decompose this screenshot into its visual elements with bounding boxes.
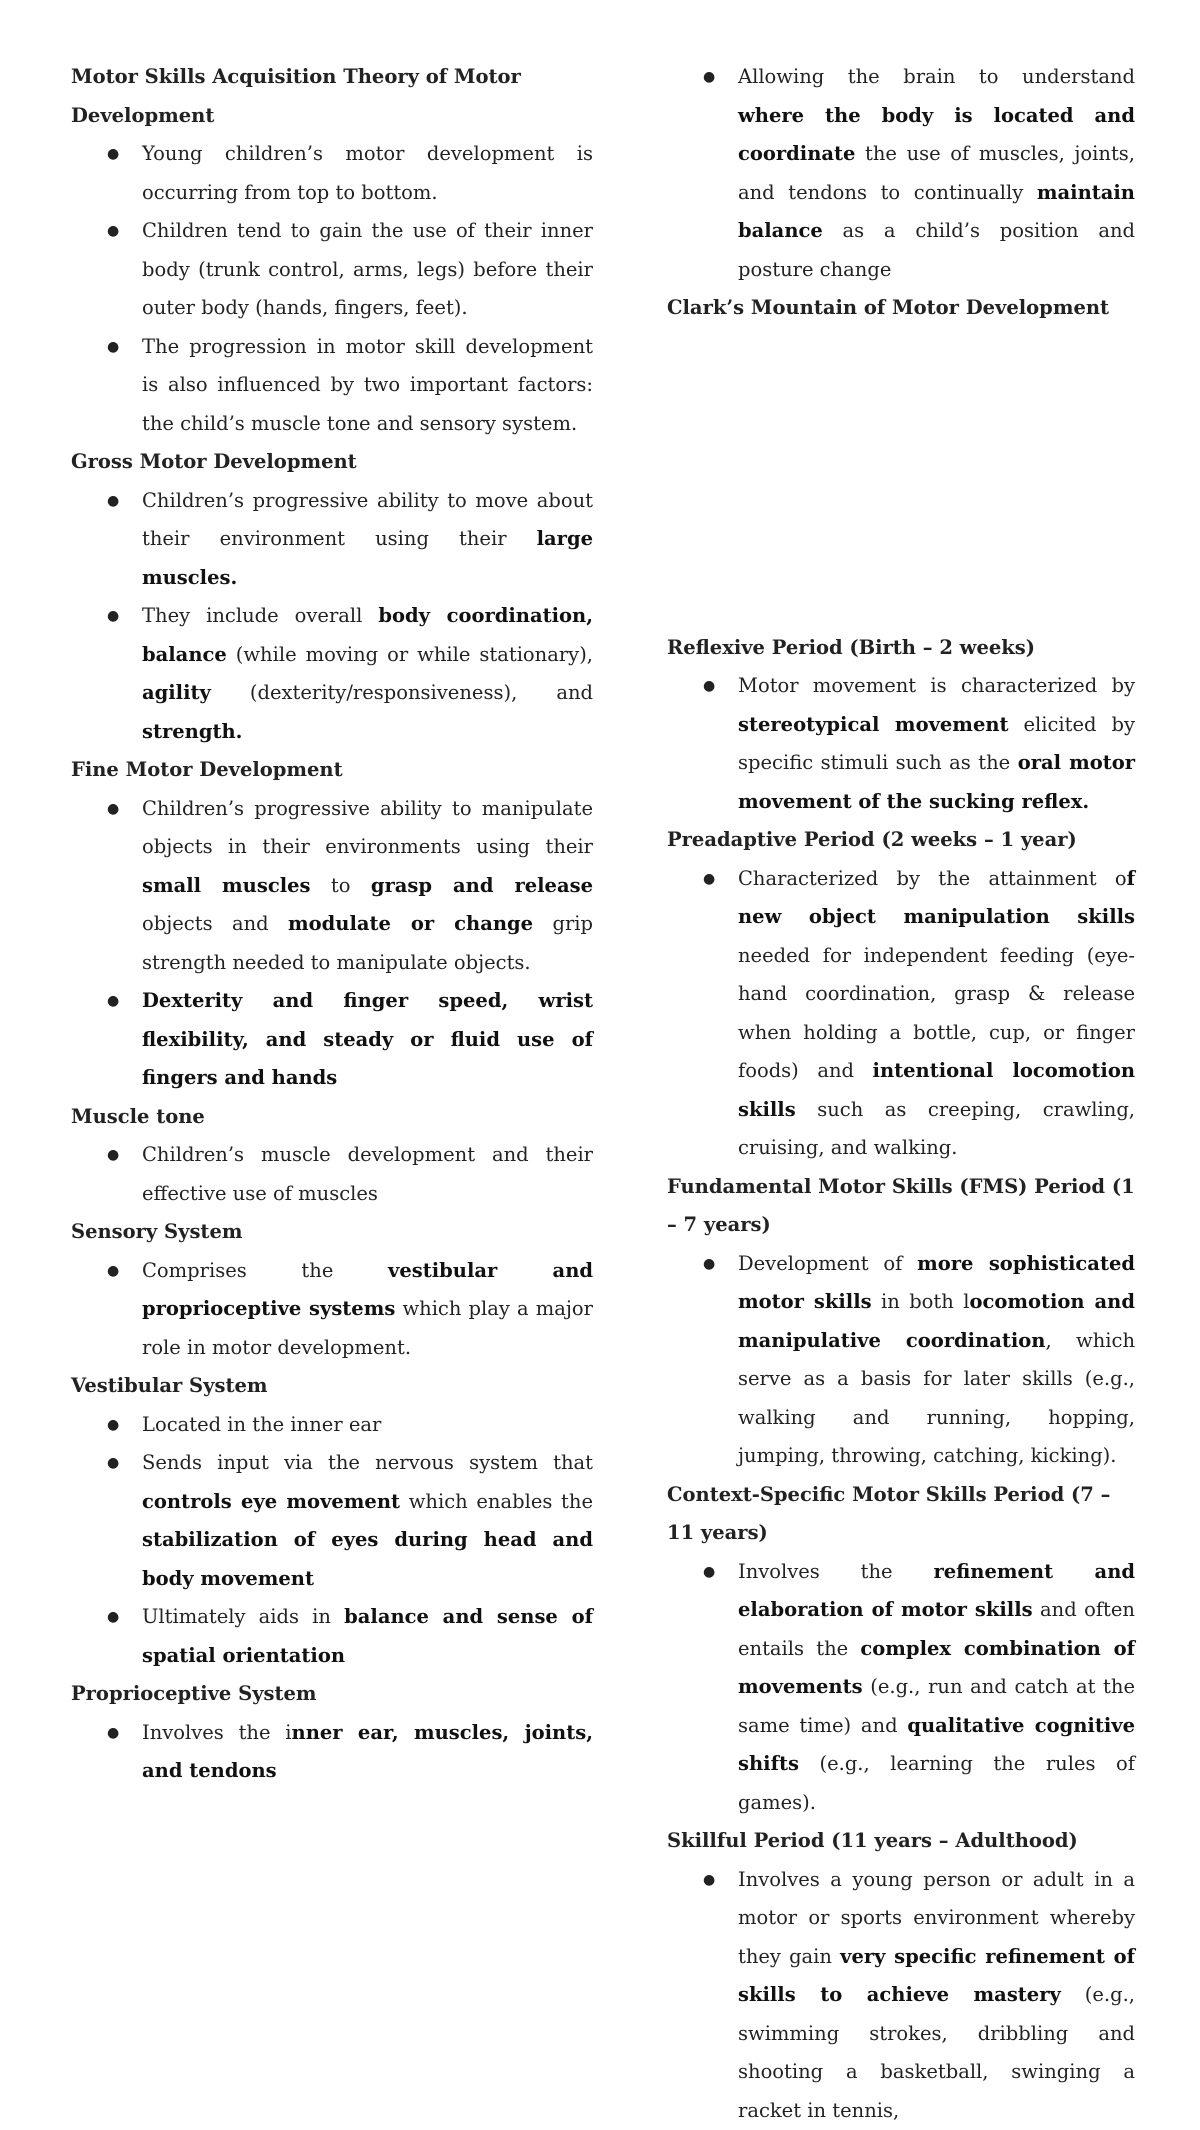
text: (e.g., swimming strokes, dribbling and shooting a basketball, swinging a racket in tennis, [738,1983,1135,2122]
bullet-icon: ● [703,1553,715,1592]
bold-text: Dexterity and finger speed, wrist flexibility, and steady or fluid use of fingers and hands [142,989,593,1089]
section-heading: Vestibular System [71,1367,593,1406]
bold-text: vestibular and proprioceptive systems [142,1259,593,1321]
bold-text: controls eye movement [142,1490,400,1513]
bold-text: body coordination, balance [142,604,593,666]
bold-text: large muscles. [142,527,593,589]
bold-text: modulate or change [288,912,533,935]
bullet-icon: ● [107,790,119,829]
text: , which serve as a basis for later skills (e.g., walking and running, hopping, jumping, throwing, catching, kicking). [738,1329,1135,1468]
blank-figure-area [667,328,1135,629]
text: elicited by specific stimuli such as the [738,713,1135,775]
text: Characterized by the attainment o [738,867,1127,890]
section-heading: Fundamental Motor Skills (FMS) Period (1 – 7 years) [667,1168,1135,1245]
list-item [667,860,1135,1168]
bullet-list [667,860,1135,1168]
bold-text: very specific refinement of skills to achieve mastery [738,1945,1135,2007]
bullet-list [71,135,593,443]
bold-text: ocomotion and manipulative coordination [738,1290,1135,1352]
bullet-icon: ● [107,482,119,521]
list-item [667,1553,1135,1823]
bold-text: nner ear, muscles, joints, and tendons [142,1721,593,1783]
text: (e.g., run and catch at the same time) and [738,1675,1135,1737]
bold-text: balance and sense of spatial orientation [142,1605,593,1667]
bullet-list [71,1136,593,1213]
bullet-list [667,667,1135,821]
list-item [71,212,593,328]
list-item [71,482,593,598]
bullet-icon: ● [107,982,119,1021]
bold-text: stereotypical movement [738,713,1009,736]
bold-text: refinement and elaboration of motor skills [738,1560,1135,1622]
bold-text: oral motor movement of the sucking reflex. [738,751,1135,813]
section-heading: Gross Motor Development [71,443,593,482]
text: Comprises the [142,1259,388,1282]
section-heading: Proprioceptive System [71,1675,593,1714]
bold-text: agility [142,681,211,704]
text: as a child’s position and posture change [738,219,1135,281]
bullet-list [667,58,1135,289]
text: Children’s progressive ability to move about their environment using their [142,489,593,551]
section-heading: Context-Specific Motor Skills Period (7 – 11 years) [667,1476,1135,1553]
bullet-list [667,1245,1135,1476]
bullet-icon: ● [107,135,119,174]
text: Motor movement is characterized by [738,674,1135,697]
text: The progression in motor skill development is also influenced by two important factors: the child’s muscle tone and sensory system. [142,335,593,435]
list-item [71,1444,593,1598]
bullet-icon: ● [703,667,715,706]
bullet-icon: ● [107,1714,119,1753]
text: the use of muscles, joints, and tendons to continually [738,142,1135,204]
text: and often entails the [738,1598,1135,1660]
list-item [71,1406,593,1445]
text: Located in the inner ear [142,1413,381,1436]
bold-text: stabilization of eyes during head and body movement [142,1528,593,1590]
bullet-icon: ● [107,597,119,636]
bullet-icon: ● [107,328,119,367]
text: Allowing the brain to understand [738,65,1135,88]
text: which enables the [400,1490,593,1513]
list-item [71,1714,593,1791]
text: to [311,874,371,897]
text: Young children’s motor development is occurring from top to bottom. [142,142,593,204]
text: Ultimately aids in [142,1605,344,1628]
text: objects and [142,912,288,935]
text: Children tend to gain the use of their inner body (trunk control, arms, legs) before their outer body (hands, fingers, feet). [142,219,593,319]
list-item [71,328,593,444]
list-item [71,1598,593,1675]
bullet-icon: ● [703,860,715,899]
section-heading: Preadaptive Period (2 weeks – 1 year) [667,821,1135,860]
bullet-icon: ● [703,1245,715,1284]
section-heading: Reflexive Period (Birth – 2 weeks) [667,629,1135,668]
bullet-icon: ● [107,1136,119,1175]
bold-text: where the body is located and coordinate [738,104,1135,166]
text: Involves the [738,1560,933,1583]
section-heading: Motor Skills Acquisition Theory of Motor Development [71,58,593,135]
bullet-list [667,1861,1135,2130]
section-heading: Skillful Period (11 years – Adulthood) [667,1822,1135,1861]
text: (while moving or while stationary), [227,643,593,666]
bullet-icon: ● [703,58,715,97]
bullet-list [71,1252,593,1368]
text: which play a major role in motor development. [142,1297,593,1359]
bold-text: qualitative cognitive shifts [738,1714,1135,1776]
text: They include overall [142,604,378,627]
bold-text: f new object manipulation skills [738,867,1135,929]
bold-text: more sophisticated motor skills [738,1252,1135,1314]
bold-text: intentional locomotion skills [738,1059,1135,1121]
bold-text: grasp and release [371,874,593,897]
list-item [71,790,593,983]
right-column [667,58,1135,2130]
bullet-icon: ● [107,1406,119,1445]
bullet-icon: ● [107,1444,119,1483]
bold-text: strength. [142,720,242,743]
text: Involves the i [142,1721,292,1744]
bullet-icon: ● [107,1598,119,1637]
bullet-icon: ● [107,212,119,251]
list-item [667,1861,1135,2130]
list-item [667,58,1135,289]
list-item [71,135,593,212]
text: Development of [738,1252,917,1275]
list-item [667,1245,1135,1476]
bullet-icon: ● [703,1861,715,1900]
bold-text: small muscles [142,874,311,897]
bullet-list [667,1553,1135,1823]
text: Children’s progressive ability to manipulate objects in their environments using their [142,797,593,859]
section-heading: Fine Motor Development [71,751,593,790]
text: needed for independent feeding (eye-hand coordination, grasp & release when holding a bottle, cup, or finger foods) and [738,944,1135,1083]
bold-text: complex combination of movements [738,1637,1135,1699]
text: such as creeping, crawling, cruising, and walking. [738,1098,1135,1160]
text: Involves a young person or adult in a motor or sports environment whereby they gain [738,1868,1135,1968]
list-item [71,1252,593,1368]
bullet-list [71,790,593,1098]
bullet-list [71,482,593,752]
bullet-list [71,1714,593,1791]
list-item [71,597,593,751]
text: Sends input via the nervous system that [142,1451,593,1474]
text: in both l [872,1290,970,1313]
section-heading: Clark’s Mountain of Motor Development [667,289,1135,328]
left-column [71,58,593,1791]
list-item [71,982,593,1098]
text: grip strength needed to manipulate objects. [142,912,593,974]
text: (e.g., learning the rules of games). [738,1752,1135,1814]
list-item [71,1136,593,1213]
section-heading: Sensory System [71,1213,593,1252]
text: Children’s muscle development and their effective use of muscles [142,1143,593,1205]
text: (dexterity/responsiveness), and [211,681,593,704]
list-item [667,667,1135,821]
section-heading: Muscle tone [71,1098,593,1137]
bold-text: maintain balance [738,181,1135,243]
bullet-icon: ● [107,1252,119,1291]
bullet-list [71,1406,593,1676]
